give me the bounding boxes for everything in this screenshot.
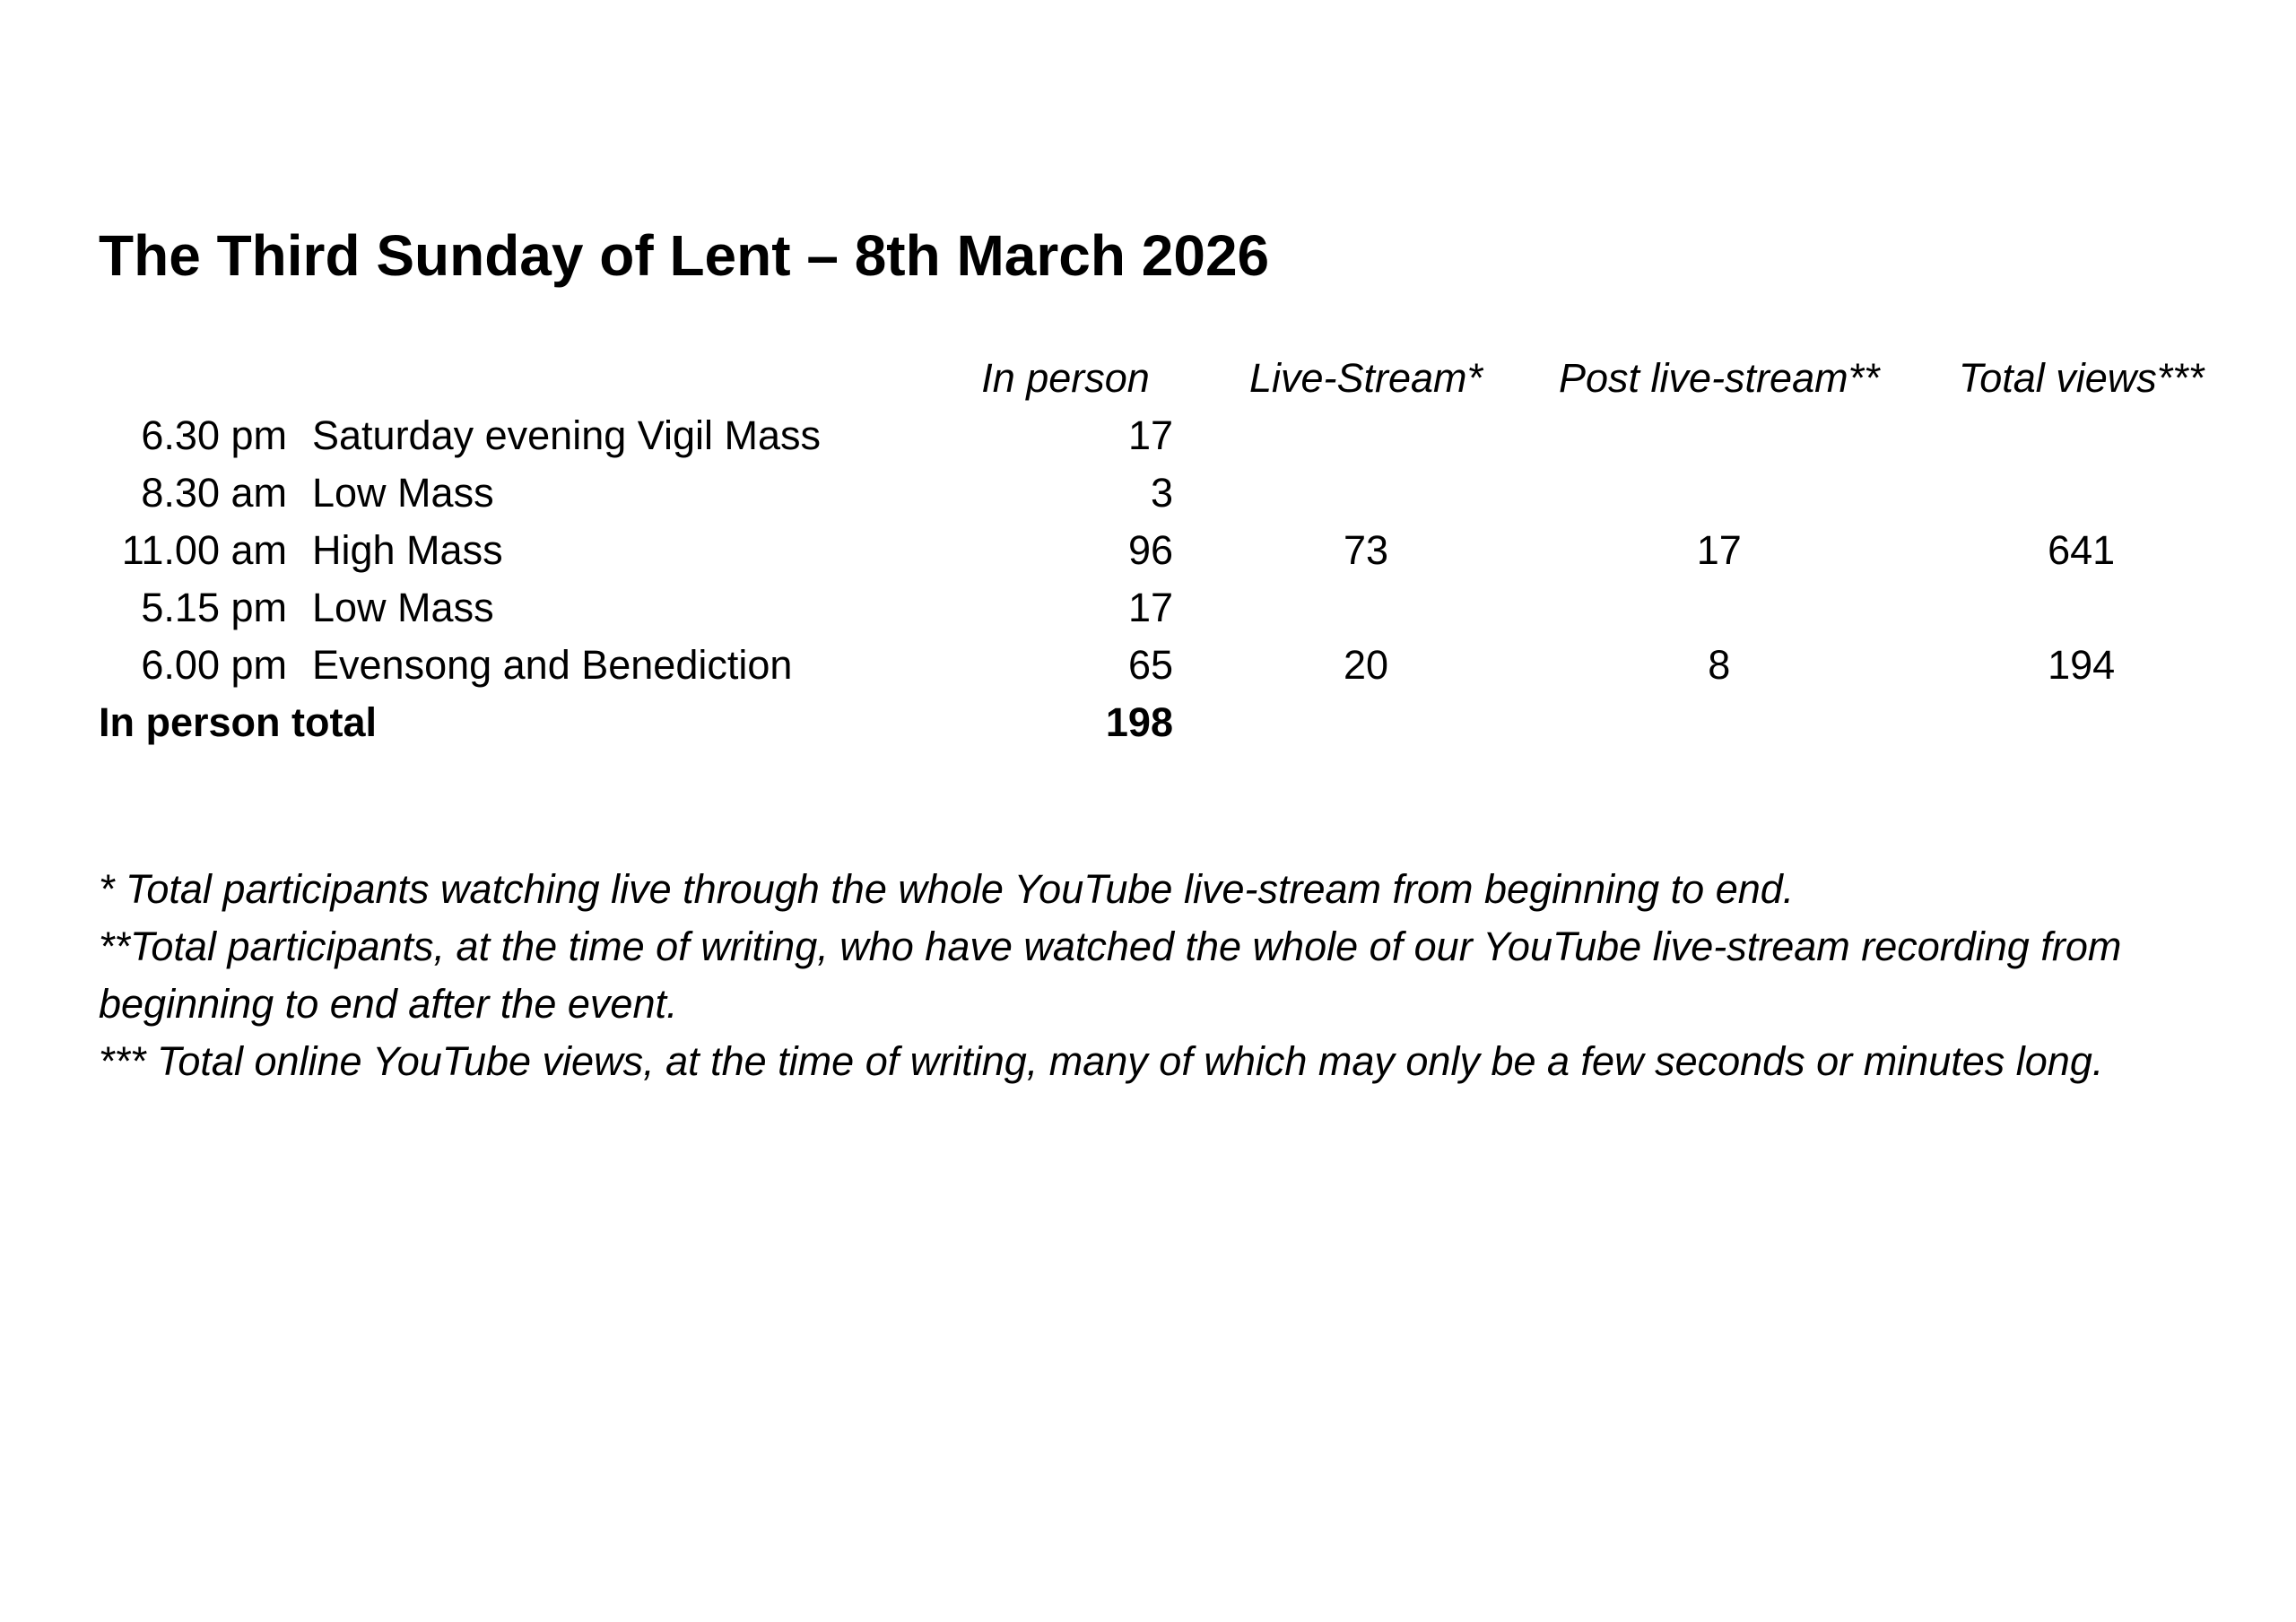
table-row <box>99 637 2283 694</box>
live-stream-count <box>1173 407 1559 464</box>
footnote-total-views: *** Total online YouTube views, at the time of writing, many of which may only be a few seconds or minutes long. <box>99 1038 2104 1084</box>
header-in-person: In person <box>981 355 1150 401</box>
total-views-count: 641 <box>2048 527 2116 573</box>
table-row <box>99 407 2283 464</box>
in-person-count: 17 <box>1127 412 1173 458</box>
post-live-stream-count: 17 <box>1696 527 1742 573</box>
in-person-count: 96 <box>1127 527 1173 573</box>
table-row <box>99 522 2283 579</box>
service-name: High Mass <box>312 527 503 573</box>
in-person-count: 3 <box>1150 470 1173 516</box>
live-stream-count: 20 <box>1343 642 1389 688</box>
footnotes <box>99 861 2215 1090</box>
footnote-post-live-stream: **Total participants, at the time of writing, who have watched the whole of our YouTube live-stream recording from beginning to end after the event. <box>99 924 2122 1027</box>
post-live-stream-count <box>1559 579 1880 637</box>
service-name: Evensong and Benediction <box>312 642 793 688</box>
table-row <box>99 464 2283 522</box>
total-views-count <box>1880 579 2283 637</box>
in-person-total-label: In person total <box>99 699 378 745</box>
service-time: 8.30 am <box>141 470 287 516</box>
service-name: Low Mass <box>312 585 494 630</box>
service-name: Low Mass <box>312 470 494 516</box>
live-stream-count <box>1173 464 1559 522</box>
in-person-count: 65 <box>1127 642 1173 688</box>
post-live-stream-count <box>1559 407 1880 464</box>
footnote-live-stream: * Total participants watching live through the whole YouTube live-stream from beginning to end. <box>99 866 1795 912</box>
total-views-count: 194 <box>2048 642 2116 688</box>
page-title: The Third Sunday of Lent – 8th March 2026 <box>99 223 1270 288</box>
in-person-total-value: 198 <box>1105 699 1173 745</box>
in-person-count: 17 <box>1127 585 1173 630</box>
service-time: 5.15 pm <box>141 585 287 630</box>
table-header-row <box>99 350 2283 407</box>
attendance-table <box>99 350 2283 751</box>
total-views-count <box>1880 407 2283 464</box>
service-name: Saturday evening Vigil Mass <box>312 412 821 458</box>
header-empty-gap <box>287 350 312 407</box>
live-stream-count <box>1173 579 1559 637</box>
post-live-stream-count <box>1559 464 1880 522</box>
total-views-count <box>1880 464 2283 522</box>
service-time: 6.30 pm <box>141 412 287 458</box>
header-empty-time <box>99 350 287 407</box>
post-live-stream-count: 8 <box>1708 642 1731 688</box>
service-time: 11.00 am <box>121 527 287 573</box>
header-live-stream: Live-Stream* <box>1248 355 1483 401</box>
header-post-live-stream: Post live-stream** <box>1559 355 1880 401</box>
in-person-total-row <box>99 694 2283 751</box>
live-stream-count: 73 <box>1343 527 1389 573</box>
table-row <box>99 579 2283 637</box>
service-time: 6.00 pm <box>141 642 287 688</box>
header-empty-service <box>312 350 958 407</box>
header-total-views: Total views*** <box>1958 355 2205 401</box>
